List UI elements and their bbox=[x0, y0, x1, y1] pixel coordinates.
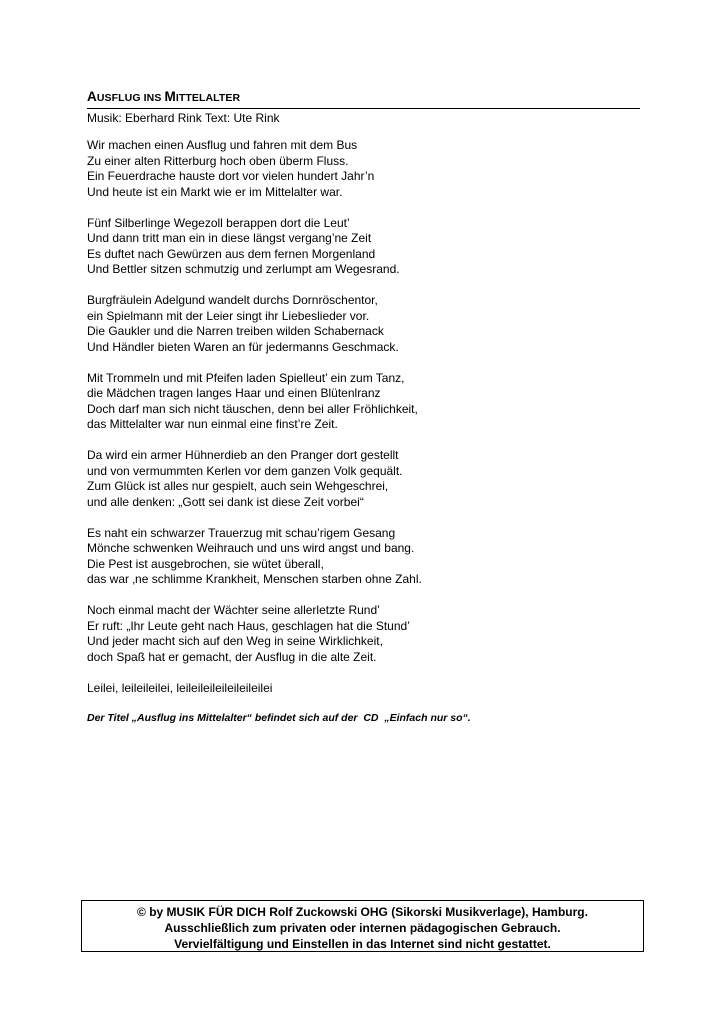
stanza bbox=[87, 448, 647, 510]
lyric-line: Doch darf man sich nicht täuschen, denn bei aller Fröhlichkeit, bbox=[87, 401, 418, 416]
lyric-line: das Mittelalter war nun einmal eine finst’re Zeit. bbox=[87, 417, 338, 431]
lyric-line: Die Pest ist ausgebrochen, sie wütet überall, bbox=[87, 556, 324, 571]
lyric-line: ein Spielmann mit der Leier singt ihr Liebeslieder vor. bbox=[87, 308, 370, 323]
song-title-rest-1: USFLUG INS bbox=[96, 92, 165, 104]
lyric-line: Zum Glück ist alles nur gespielt, auch sein Wehgeschrei, bbox=[87, 479, 389, 493]
stanza bbox=[87, 603, 647, 665]
lyric-line: Zu einer alten Ritterburg hoch oben überm Fluss. bbox=[87, 153, 349, 168]
lyric-line: Und heute ist ein Markt wie er im Mittelalter war. bbox=[87, 184, 343, 199]
stanza bbox=[87, 293, 647, 355]
lyric-line: und alle denken: „Gott sei dank ist diese Zeit vorbei“ bbox=[87, 494, 364, 509]
lyric-line: Und Bettler sitzen schmutzig und zerlumpt am Wegesrand. bbox=[87, 262, 400, 276]
lyrics bbox=[87, 138, 647, 712]
lyric-line: Und Händler bieten Waren an für jedermanns Geschmack. bbox=[87, 339, 399, 354]
song-credits: Musik: Eberhard Rink Text: Ute Rink bbox=[87, 111, 280, 125]
lyric-line: Burgfräulein Adelgund wandelt durchs Dornröschentor, bbox=[87, 293, 378, 307]
lyric-line: doch Spaß hat er gemacht, der Ausflug in die alte Zeit. bbox=[87, 649, 377, 664]
lyric-line: Es duftet nach Gewürzen aus dem fernen Morgenland bbox=[87, 246, 376, 261]
song-title bbox=[87, 88, 640, 109]
copyright-line-1: © by MUSIK FÜR DICH Rolf Zuckowski OHG (Sikorski Musikverlage), Hamburg. bbox=[137, 905, 588, 919]
lyric-line: Wir machen einen Ausflug und fahren mit dem Bus bbox=[87, 138, 358, 152]
lyric-line: Und dann tritt man ein in diese längst vergang’ne Zeit bbox=[87, 231, 372, 245]
lyric-line: Ein Feuerdrache hauste dort vor vielen hundert Jahr’n bbox=[87, 169, 375, 183]
stanza bbox=[87, 371, 647, 433]
lyric-line: das war ‚ne schlimme Krankheit, Menschen starben ohne Zahl. bbox=[87, 572, 422, 586]
lyric-line: Mit Trommeln und mit Pfeifen laden Spielleut’ ein zum Tanz, bbox=[87, 370, 405, 385]
stanza bbox=[87, 138, 647, 200]
lyric-line: Leilei, leileileilei, leileileileileileileilei bbox=[87, 680, 273, 695]
lyric-line: Er ruft: „Ihr Leute geht nach Haus, geschlagen hat die Stund’ bbox=[87, 618, 410, 633]
copyright-box bbox=[81, 900, 644, 952]
lyric-line: die Mädchen tragen langes Haar und einen Blütenlranz bbox=[87, 386, 381, 400]
stanza bbox=[87, 216, 647, 278]
lyric-line: Die Gaukler und die Narren treiben wilden Schabernack bbox=[87, 324, 384, 338]
copyright-line-2: Ausschließlich zum privaten oder internen pädagogischen Gebrauch. bbox=[164, 921, 561, 935]
lyric-line: Da wird ein armer Hühnerdieb an den Pranger dort gestellt bbox=[87, 448, 399, 462]
cd-note: Der Titel „Ausflug ins Mittelalter“ befindet sich auf der CD „Einfach nur so“. bbox=[87, 712, 471, 724]
lyric-line: und von vermummten Kerlen vor dem ganzen Volk gequält. bbox=[87, 463, 403, 478]
title-block bbox=[87, 88, 640, 126]
copyright-line-3: Vervielfältigung und Einstellen in das Internet sind nicht gestattet. bbox=[174, 937, 551, 951]
lyric-line: Es naht ein schwarzer Trauerzug mit schau’rigem Gesang bbox=[87, 525, 396, 540]
lyric-line: Fünf Silberlinge Wegezoll berappen dort die Leut’ bbox=[87, 215, 350, 230]
lyric-line: Noch einmal macht der Wächter seine allerletzte Rund’ bbox=[87, 603, 380, 617]
lyric-line: Mönche schwenken Weihrauch und uns wird angst und bang. bbox=[87, 541, 415, 555]
song-title-initial-1: A bbox=[87, 89, 97, 104]
song-title-rest-2: ITTELALTER bbox=[175, 92, 241, 104]
stanza bbox=[87, 526, 647, 588]
lyric-line: Und jeder macht sich auf den Weg in seine Wirklichkeit, bbox=[87, 634, 383, 648]
song-title-initial-2: M bbox=[164, 89, 176, 104]
stanza bbox=[87, 681, 647, 697]
